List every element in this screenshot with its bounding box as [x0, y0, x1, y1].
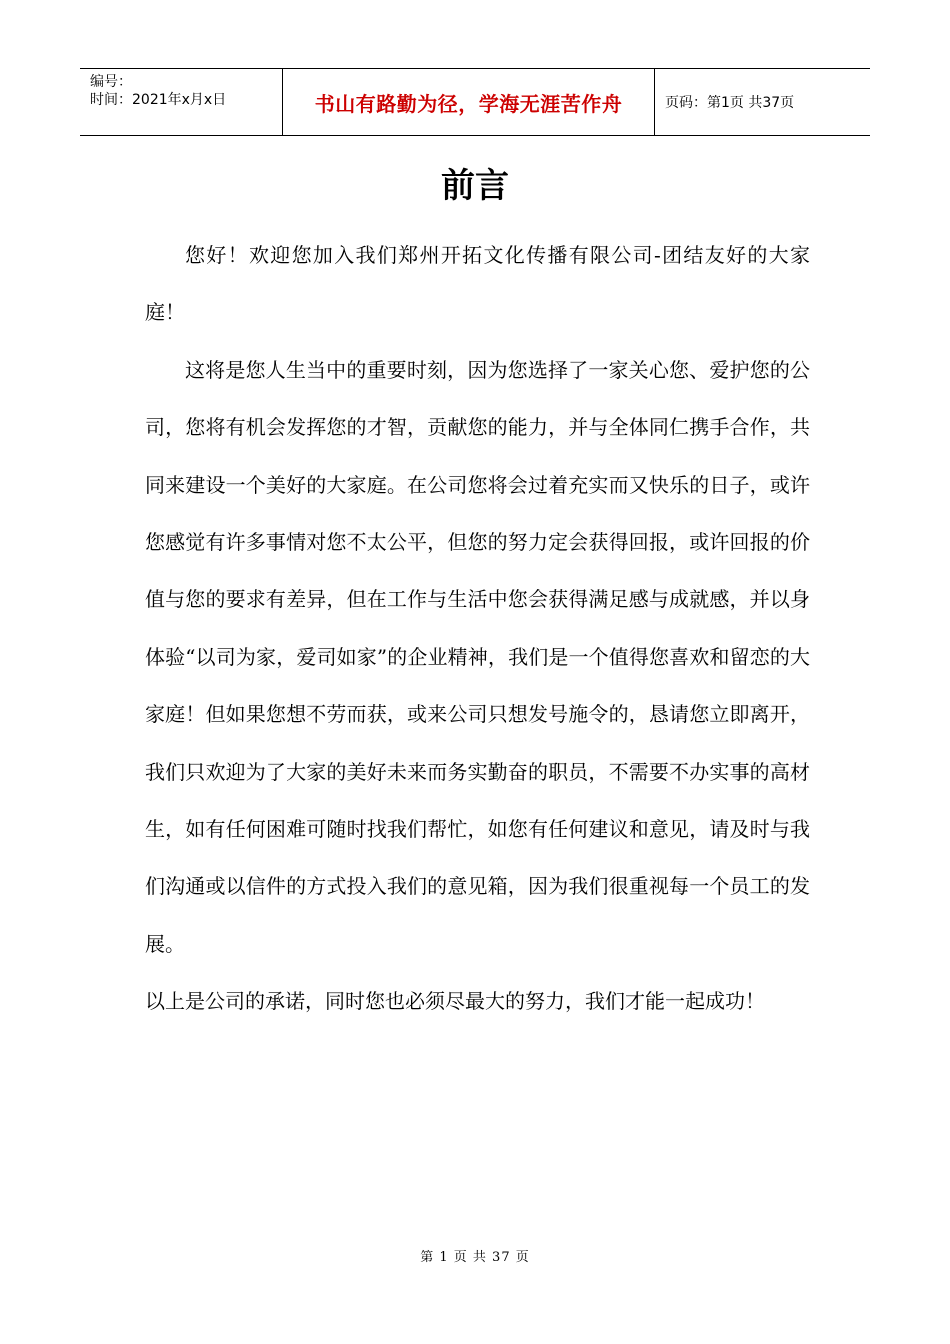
- paragraph-welcome: 您好！欢迎您加入我们郑州开拓文化传播有限公司-团结友好的大家庭！: [145, 243, 810, 325]
- page-title: 前言: [441, 166, 509, 206]
- header-meta: [80, 69, 282, 135]
- header-motto: 书山有路勤为径，学海无涯苦作舟: [282, 69, 655, 135]
- page-footer: 第 1 页 共 37 页: [420, 1250, 530, 1265]
- header-page-info: 页码：第1页 共37页: [665, 95, 795, 111]
- document-header: [80, 68, 870, 136]
- date-label: 时间：2021年x月x日: [90, 92, 227, 108]
- document-body: [145, 227, 810, 1031]
- paragraph-closing: 以上是公司的承诺，同时您也必须尽最大的努力，我们才能一起成功！: [145, 989, 765, 1014]
- serial-number-label: 编号：: [90, 74, 132, 90]
- paragraph-main: 这将是您人生当中的重要时刻，因为您选择了一家关心您、爱护您的公司，您将有机会发挥您的才智，贡献您的能力，并与全体同仁携手合作，共同来建设一个美好的大家庭。在公司您将会过着充实而又快乐的日子，或许您感觉有许多事情对您不太公平，但您的努力定会获得回报，或许回报的价值与您的要求有差异，但在工作与生活中您会获得满足感与成就感，并以身体验“以司为家，爱司如家”的企业精神，我们是一个值得您喜欢和留恋的大家庭！但如果您想不劳而获，或来公司只想发号施令的，恳请您立即离开，我们只欢迎为了大家的美好未来而务实勤奋的职员，不需要不办实事的高材生，如有任何困难可随时找我们帮忙，如您有任何建议和意见，请及时与我们沟通或以信件的方式投入我们的意见箱，因为我们很重视每一个员工的发展。: [145, 357, 810, 956]
